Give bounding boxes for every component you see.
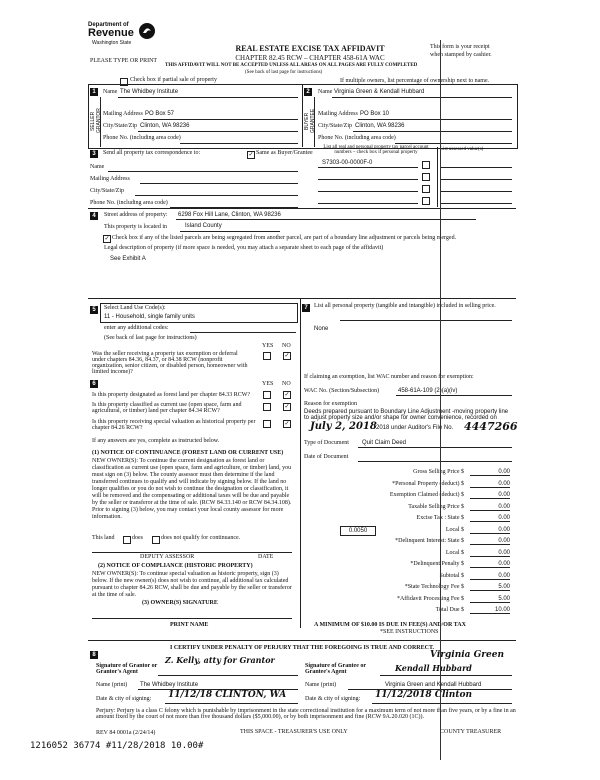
forest-question: Is this property designated as forest land per chapter 84.33 RCW? [92, 392, 251, 398]
reason-label: Reason for exemption [304, 401, 357, 407]
grantee-sig-label: Signature of Grantee or Grantee's Agent [305, 663, 366, 675]
located-in-label: This property is located in [104, 224, 167, 230]
s6-yes: YES [262, 381, 274, 387]
receipt-note-2: when stamped by cashier. [430, 52, 492, 58]
land-use-label: Select Land Use Code(s): [104, 305, 166, 311]
logo-line2: Revenue [88, 27, 134, 39]
amount-row-value[interactable]: 0.00 [470, 469, 510, 476]
seller-mailing[interactable]: PO Box 57 [145, 111, 175, 117]
same-as-buyer-checkbox[interactable]: ✓ [248, 152, 254, 158]
parcel-personal-checkbox-1[interactable] [422, 161, 430, 169]
buyer-name-label: Name [318, 89, 333, 95]
amount-row-label: Local $ [445, 549, 464, 556]
amount-row-value[interactable]: 10.00 [470, 607, 510, 614]
amount-row-value[interactable]: 5.00 [470, 596, 510, 603]
auditor-file-label: 2018 under Auditor's File No. [376, 425, 454, 431]
corr-phone-label: Phone No. (including area code) [90, 200, 168, 206]
land-use-value[interactable]: 11 - Household, single family units [104, 314, 195, 320]
amount-row-value[interactable]: 0.00 [470, 573, 510, 580]
amount-row-label: *Personal Property (deduct) $ [392, 480, 464, 487]
amount-row-value[interactable]: 0.00 [470, 527, 510, 534]
s6-no: NO [282, 381, 291, 387]
historic-yes-checkbox[interactable] [263, 420, 271, 428]
grantor-sig-label: Signature of Grantor or Grantor's Agent [96, 663, 158, 675]
forest-yes-checkbox[interactable] [263, 391, 271, 399]
amount-row-label: *State Technology Fee $ [404, 584, 464, 590]
doc-type-label: Type of Document [304, 440, 349, 446]
grantor-name-label: Name (print) [96, 682, 128, 688]
buyer-city-label: City/State/Zip [318, 123, 352, 129]
section-1-number: 1 [90, 88, 98, 96]
segregated-label: Check box if any of the listed parcels are being segregated from another parcel, are part of a boundary line adjustment or parcels being merged. [112, 235, 457, 241]
certify-statement: I CERTIFY UNDER PENALTY OF PERJURY THAT THE FOREGOING IS TRUE AND CORRECT. [170, 645, 435, 651]
grantor-date-label: Date & city of signing: [96, 696, 152, 702]
parcel-personal-checkbox-4[interactable] [422, 197, 430, 205]
does-not-label: does not qualify for continuance. [161, 535, 241, 541]
amount-row-label: Exemption Claimed (deduct) $ [389, 492, 464, 498]
section-3-number: 3 [90, 150, 98, 158]
amount-row-value[interactable]: 0.00 [470, 492, 510, 499]
personal-property-label: List all personal property (tangible and intangible) included in selling price. [314, 303, 496, 309]
send-correspondence-label: Send all property tax correspondence to: [103, 150, 201, 156]
land-use-see-back: (See back of last page for instructions) [104, 335, 197, 341]
section-7-number: 7 [302, 304, 310, 312]
notice-continuance-title: (1) NOTICE OF CONTINUANCE (FOREST LAND OR CURRENT USE) [92, 450, 284, 456]
auditor-file-handwritten: 4447266 [464, 420, 518, 433]
s5-yes: YES [262, 343, 274, 349]
seller-city[interactable]: Clinton, WA 98236 [140, 123, 190, 129]
wac-value[interactable]: 458-61A-109 (2)(a)(iv) [398, 388, 458, 394]
exemption-yes-checkbox[interactable] [263, 352, 271, 360]
exemption-question: Was the seller receiving a property tax exemption or deferral under chapters 84.36, 84.37, or 84.38 RCW (nonprofit organization, senior citizen, or disabled person, homeowner with limited income)? [92, 351, 248, 375]
historic-no-checkbox[interactable]: ✓ [284, 421, 290, 427]
section-8-number: 8 [90, 651, 98, 659]
buyer-city[interactable]: Clinton, WA 98236 [355, 123, 405, 129]
partial-sale-label: Check box if partial sale of property [130, 77, 217, 83]
amount-row-value[interactable]: 5.00 [470, 584, 510, 591]
amount-row-label: Taxable Selling Price $ [408, 503, 464, 510]
logo-line3: Washington State [92, 40, 132, 46]
grantee-name-label: Name (print) [305, 682, 337, 688]
same-as-buyer-label: Same as Buyer/Grantee [256, 150, 313, 156]
this-land-label: This land [92, 535, 115, 541]
street-label: Street address of property: [104, 212, 168, 218]
owner-signature-label: (3) OWNER(S) SIGNATURE [142, 600, 218, 606]
grantee-signature2-handwritten: Kendall Hubbard [395, 663, 472, 673]
wac-label: WAC No. (Section/Subsection) [304, 388, 380, 394]
doc-type-value[interactable]: Quit Claim Deed [362, 440, 407, 446]
local-rate-box[interactable]: 0.0050 [340, 526, 376, 536]
section-5-number: 5 [90, 306, 98, 314]
amount-row-value[interactable]: 0.00 [470, 550, 510, 557]
legal-desc-label: Legal description of property (if more space is needed, you may attach a separate sheet to each page of the affidavit) [104, 245, 384, 251]
parcel-personal-checkbox-3[interactable] [422, 185, 430, 193]
parcel-header: List all real and personal property tax parcel account numbers – check box if personal property [323, 145, 429, 155]
grantee-date-handwritten: 11/12/2018 Clinton [375, 690, 473, 700]
buyer-mailing-label: Mailing Address [318, 111, 358, 117]
see-instructions-note: *SEE INSTRUCTIONS [380, 629, 439, 635]
claiming-exemption-label: If claiming an exemption, list WAC number and reason for exemption: [304, 374, 474, 380]
if-yes-instructions: If any answers are yes, complete as instructed below. [92, 438, 220, 444]
not-accepted-warning: THIS AFFIDAVIT WILL NOT BE ACCEPTED UNLESS ALL AREAS ON ALL PAGES ARE FULLY COMPLETED [165, 63, 418, 68]
receipt-note-1: This form is your receipt [430, 44, 490, 50]
see-back-header: (See back of last page for instructions) [245, 70, 323, 75]
notice-compliance-body: NEW OWNER(S): To continue special valuation as historic property, sign (3) below. If the new owner(s) does not wish to continue, all additional tax calculated pursuant to chapter 84.26 RCW, shall be due and payable by the seller or transferor at the time of sale. [92, 571, 292, 598]
reason-value[interactable]: Deeds prepared pursuant to Boundary Line Adjustment -moving property line to adjust property size and/or shape for owner convenience, recorded on [304, 409, 509, 421]
forest-no-checkbox[interactable]: ✓ [284, 392, 290, 398]
perjury-warning: Perjury: Perjury is a class C felony which is punishable by imprisonment in the state correctional institution for a maximum term of not more than five years, or by a fine in an amount fixed by the court of not more than five thousand dollars ($5,000.00), or by both imprisonment and fine (RCW 9A.20.020 (1C)). [96, 708, 516, 720]
current-use-question: Is this property classified as current use (open space, farm and agricultural, or timber) land per chapter 84.34 RCW? [92, 402, 242, 414]
assessed-header: List assessed value(s) [440, 147, 484, 152]
minimum-due-note: A MINIMUM OF $10.00 IS DUE IN FEE(S) AND/OR TAX [314, 622, 466, 628]
buyer-phone-label: Phone No. (including area code) [318, 135, 396, 141]
logo-line1: Department of [88, 22, 129, 28]
notice-compliance-title: (2) NOTICE OF COMPLIANCE (HISTORIC PROPERTY) [98, 563, 253, 569]
multiple-owners-note: If multiple owners, list percentage of ownership next to name. [340, 78, 490, 84]
amount-row-label: *Delinquent Interest: State $ [395, 538, 464, 544]
enter-additional-label: enter any additional codes: [104, 325, 169, 331]
section-2-number: 2 [304, 88, 312, 96]
seller-mailing-label: Mailing Address [103, 111, 143, 117]
wa-seal-icon [138, 22, 156, 40]
corr-mailing-label: Mailing Address [90, 176, 130, 182]
street-address[interactable]: 6298 Fox Hill Lane, Clinton, WA 98236 [178, 212, 281, 218]
buyer-side-label: BUYER GRANTEE [304, 108, 316, 134]
seller-name[interactable]: The Whidbey Institute [120, 89, 179, 95]
form-revision: REV 84 0001a (2/24/14) [96, 730, 156, 736]
section-6-number: 6 [90, 380, 98, 388]
does-qualify-checkbox[interactable] [123, 536, 131, 544]
historic-question: Is this property receiving special valuation as historical property per chapter 84.26 RCW? [92, 419, 256, 431]
form-subtitle: CHAPTER 82.45 RCW – CHAPTER 458-61A WAC [235, 54, 385, 62]
amount-row-label: *Affidavit Processing Fee $ [396, 595, 464, 602]
deputy-assessor-label: DEPUTY ASSESSOR [140, 554, 195, 560]
assessor-date-label: DATE [258, 554, 274, 560]
form-title: REAL ESTATE EXCISE TAX AFFIDAVIT [235, 44, 385, 53]
amount-row-value[interactable]: 0.00 [470, 504, 510, 511]
corr-name-label: Name [90, 164, 105, 170]
seller-side-label: SELLER GRANTOR [90, 108, 102, 134]
county-name[interactable]: Island County [185, 223, 222, 229]
corr-city-label: City/State/Zip [90, 188, 124, 194]
amount-row-value[interactable]: 0.00 [470, 561, 510, 568]
current-use-yes-checkbox[interactable] [263, 403, 271, 411]
segregated-checkbox[interactable]: ✓ [104, 236, 110, 242]
grantor-date-handwritten: 11/12/18 CLINTON, WA [168, 690, 287, 700]
seller-city-label: City/State/Zip [103, 123, 137, 129]
exemption-no-checkbox[interactable]: ✓ [284, 353, 290, 359]
seller-name-label: Name [103, 89, 118, 95]
parcel-number[interactable]: S7303-00-0000F-0 [322, 160, 373, 166]
personal-property-value[interactable]: None [314, 326, 329, 332]
cashier-stamp: 1216052 36774 #11/28/2018 10.00# [30, 741, 204, 751]
amount-row-label: Gross Selling Price $ [413, 469, 464, 475]
amount-row-value[interactable]: 0.00 [470, 481, 510, 488]
grantee-print-name[interactable]: Virginia Green and Kendall Hubbard [385, 682, 482, 688]
does-label: does [132, 535, 143, 541]
amount-row-value[interactable]: 0.00 [470, 515, 510, 522]
type-or-print: PLEASE TYPE OR PRINT [90, 58, 158, 64]
s5-no: NO [282, 343, 291, 349]
grantee-signature-handwritten: Virginia Green [430, 650, 505, 660]
grantor-print-name[interactable]: The Whidbey Institute [140, 682, 199, 688]
treasurer-space-label: THIS SPACE - TREASURER'S USE ONLY [240, 729, 348, 735]
grantee-date-label: Date & city of signing: [305, 696, 361, 702]
parcel-personal-checkbox-2[interactable] [422, 173, 430, 181]
amount-row-label: *Delinquent Penalty $ [410, 561, 464, 567]
current-use-no-checkbox[interactable]: ✓ [284, 404, 290, 410]
dor-logo [88, 22, 158, 52]
amount-row-label: Subtotal $ [439, 572, 464, 579]
legal-desc-value[interactable]: See Exhibit A [110, 256, 146, 262]
county-treasurer-label: COUNTY TREASURER [440, 729, 502, 735]
seller-phone-label: Phone No. (including area code) [103, 135, 181, 141]
print-name-label: PRINT NAME [170, 622, 209, 628]
grantor-signature-handwritten: Z. Kelly, atty for Grantor [165, 655, 275, 665]
buyer-mailing[interactable]: PO Box 10 [360, 111, 390, 117]
amount-row-label: Total Due $ [435, 607, 464, 613]
amount-row-label: Local $ [445, 526, 464, 533]
doc-date-label: Date of Document [304, 454, 349, 460]
amount-row-label: Excise Tax : State $ [416, 515, 464, 521]
recorded-date-handwritten: July 2, 2018 [310, 421, 377, 432]
notice-continuance-body: NEW OWNER(S): To continue the current designation as forest land or classification as current use (open space, farm and agriculture, or timber) land, you must sign on (3) below. The county assessor must then determine if the land transferred continues to qualify and will indicate by signing below. If the land no longer qualifies or you do not wish to continue the designation or classification, it will be removed and the compensating or additional taxes will be due and payable by the seller or transferor at the time of sale. (RCW 84.33.140 or RCW 84.34.108). Prior to signing (3) below, you may contact your local county assessor for more information. [92, 458, 292, 520]
does-not-qualify-checkbox[interactable] [152, 536, 160, 544]
amount-row-value[interactable]: 0.00 [470, 538, 510, 545]
buyer-name[interactable]: Virginia Green & Kendall Hubbard [334, 89, 425, 95]
scan-edge-line [440, 40, 441, 760]
section-4-number: 4 [90, 212, 98, 220]
